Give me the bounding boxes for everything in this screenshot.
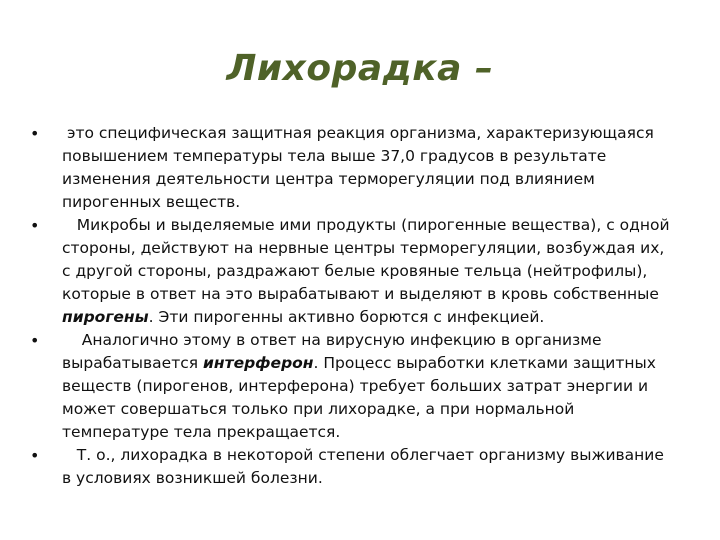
bullet-icon: • [30,216,40,235]
bullet-text-continued: . Процесс выработки клетками защитных веществ (пирогенов, интерферона) требует больших затрат энергии и может совершаться только при лихорадке, а при нормальной температуре тела прекращается. [62,354,656,441]
bullet-icon: • [30,331,40,350]
bullet-item [30,444,670,490]
bullet-icon: • [30,124,40,143]
bullet-text: Аналогично этому в ответ на вирусную инфекцию в организме вырабатывается [62,331,607,372]
term-pyrogens: пирогены [62,308,149,326]
bullet-text: Т. о., лихорадка в некоторой степени облегчает организму выживание в условиях возникшей болезни. [62,446,669,487]
bullet-item [30,122,670,214]
bullet-text: это специфическая защитная реакция организма, характеризующаяся повышением температуры тела выше 37,0 градусов в результате изменения деятельности центра терморегуляции под влиянием пирогенных веществ. [62,124,659,211]
bullet-text: Микробы и выделяемые ими продукты (пирогенные вещества), с одной стороны, действуют на нервные центры терморегуляции, возбуждая их, с другой стороны, раздражают белые кровяные тельца (нейтрофилы), которые в ответ на это вырабатывают и выделяют в кровь собственные [62,216,675,303]
bullet-text-continued: . Эти пирогенны активно борются с инфекцией. [148,308,545,326]
bullet-list [30,122,675,490]
bullet-item [30,329,670,444]
slide-title: Лихорадка – [226,48,494,89]
bullet-item [30,214,675,329]
bullet-icon: • [30,446,40,465]
term-interferon: интерферон [203,354,314,372]
